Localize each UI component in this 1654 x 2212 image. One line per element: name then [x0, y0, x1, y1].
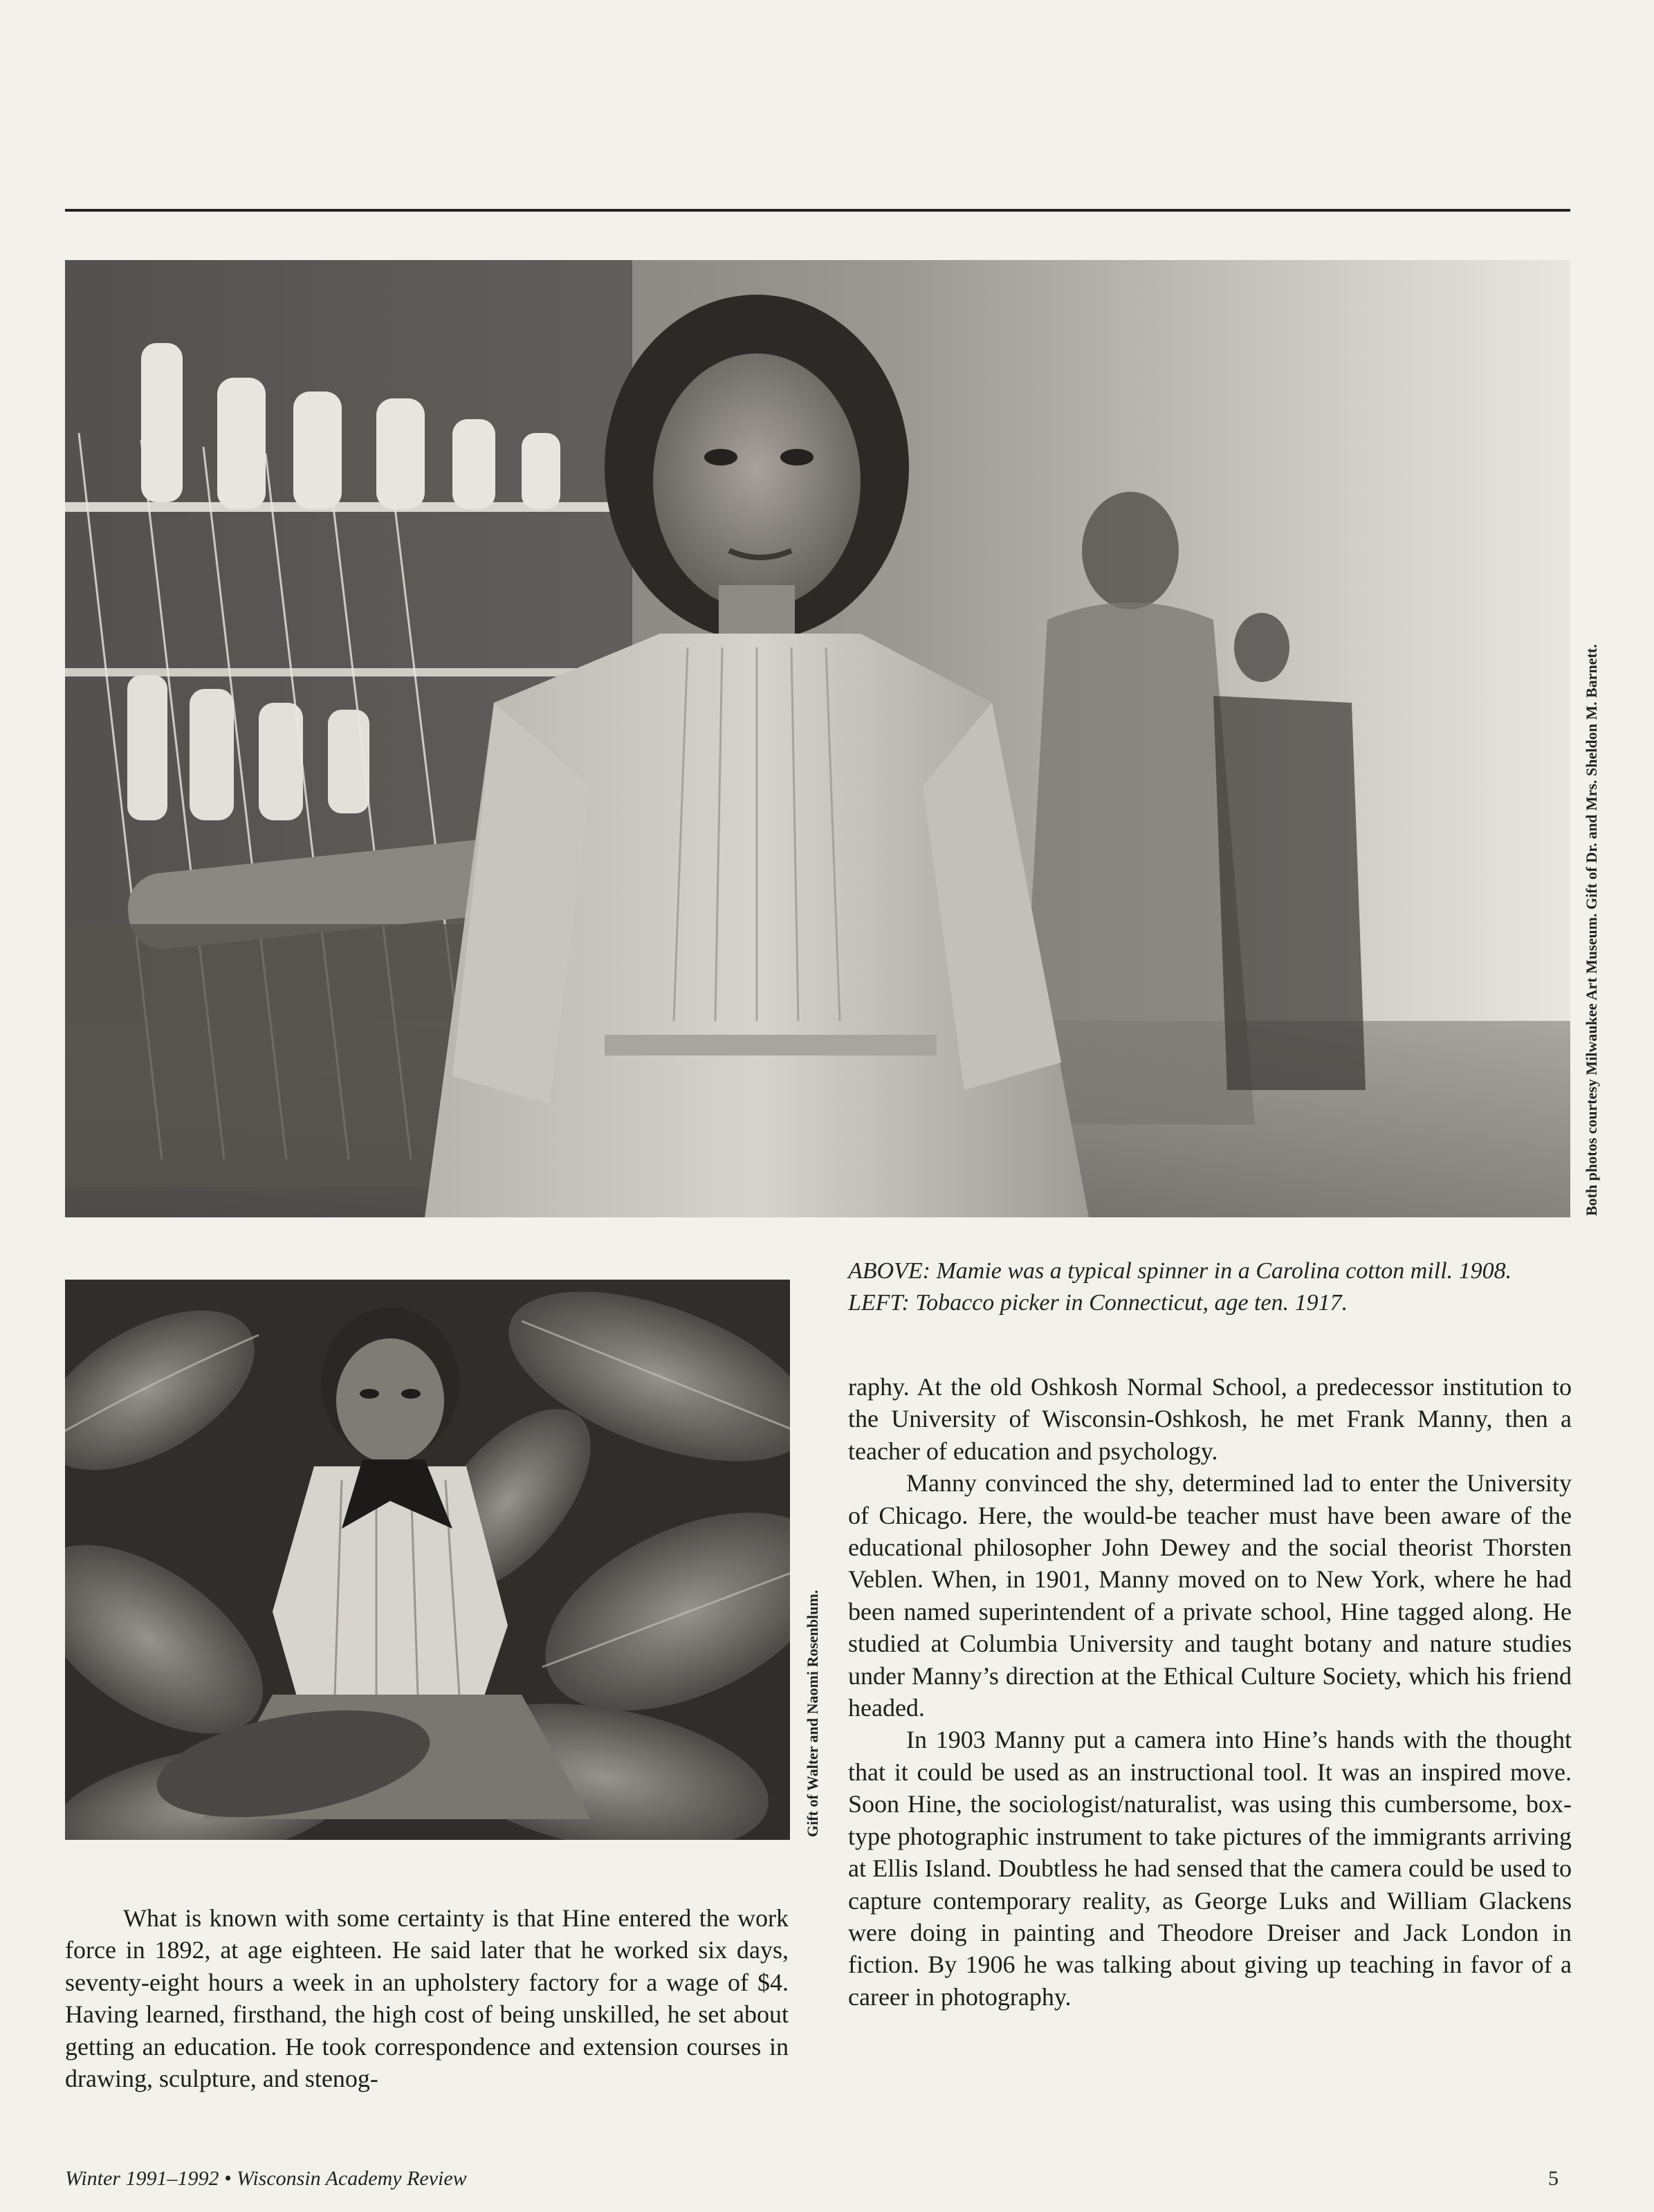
photo-tobacco-picker	[65, 1280, 790, 1840]
header-rule	[65, 209, 1570, 212]
photo-credit-top: Both photos courtesy Milwaukee Art Museum. Gift of Dr. and Mrs. Sheldon M. Barnett.	[1583, 644, 1600, 1216]
paragraph: What is known with some certainty is that Hine entered the work force in 1892, at age eighteen. He said later that he worked six days, seventy-eight hours a week in an upholstery factory for a wage of $4. Having learned, firsthand, the high cost of being unskilled, he set about getting an education. He took correspondence and extension courses in drawing, sculpture, and stenog-	[65, 1904, 789, 2093]
photo-caption	[848, 1255, 1574, 1319]
paragraph: raphy. At the old Oshkosh Normal School, a predecessor institution to the University of Wisconsin-Oshkosh, he met Frank Manny, then a teacher of education and psychology.	[848, 1373, 1572, 1465]
paragraph: In 1903 Manny put a camera into Hine’s hands with the thought that it could be used as an instructional tool. It was an inspired move. Soon Hine, the sociologist/naturalist, was using this cumbersome, box-type photographic instrument to take pictures of the immigrants arriving at Ellis Island. Doubtless he had sensed that the camera could be used to capture contemporary reality, as George Luks and William Glackens were doing in painting and Theodore Dreiser and Jack London in fiction. By 1906 he was talking about giving up teaching in favor of a career in photography.	[848, 1726, 1572, 2011]
footer-page-number: 5	[1548, 2167, 1559, 2190]
article-column-left	[65, 1902, 789, 2094]
photo-credit-left: Gift of Walter and Naomi Rosenblum.	[804, 1589, 821, 1837]
photo-mill-spinner	[65, 260, 1570, 1217]
footer-publication: Winter 1991–1992 • Wisconsin Academy Review	[65, 2167, 467, 2190]
paragraph: Manny convinced the shy, determined lad to enter the University of Chicago. Here, the would-be teacher must have been aware of the educational philosopher John Dewey and the social theorist Thorsten Veblen. When, in 1901, Manny moved on to New York, where he had been named superintendent of a private school, Hine tagged along. He studied at Columbia University and taught botany and nature studies under Manny’s direction at the Ethical Culture Society, which his friend headed.	[848, 1469, 1572, 1722]
caption-left: LEFT: Tobacco picker in Connecticut, age ten. 1917.	[848, 1290, 1348, 1316]
article-column-right	[848, 1371, 1572, 2013]
caption-above: ABOVE: Mamie was a typical spinner in a Carolina cotton mill. 1908.	[848, 1258, 1512, 1284]
